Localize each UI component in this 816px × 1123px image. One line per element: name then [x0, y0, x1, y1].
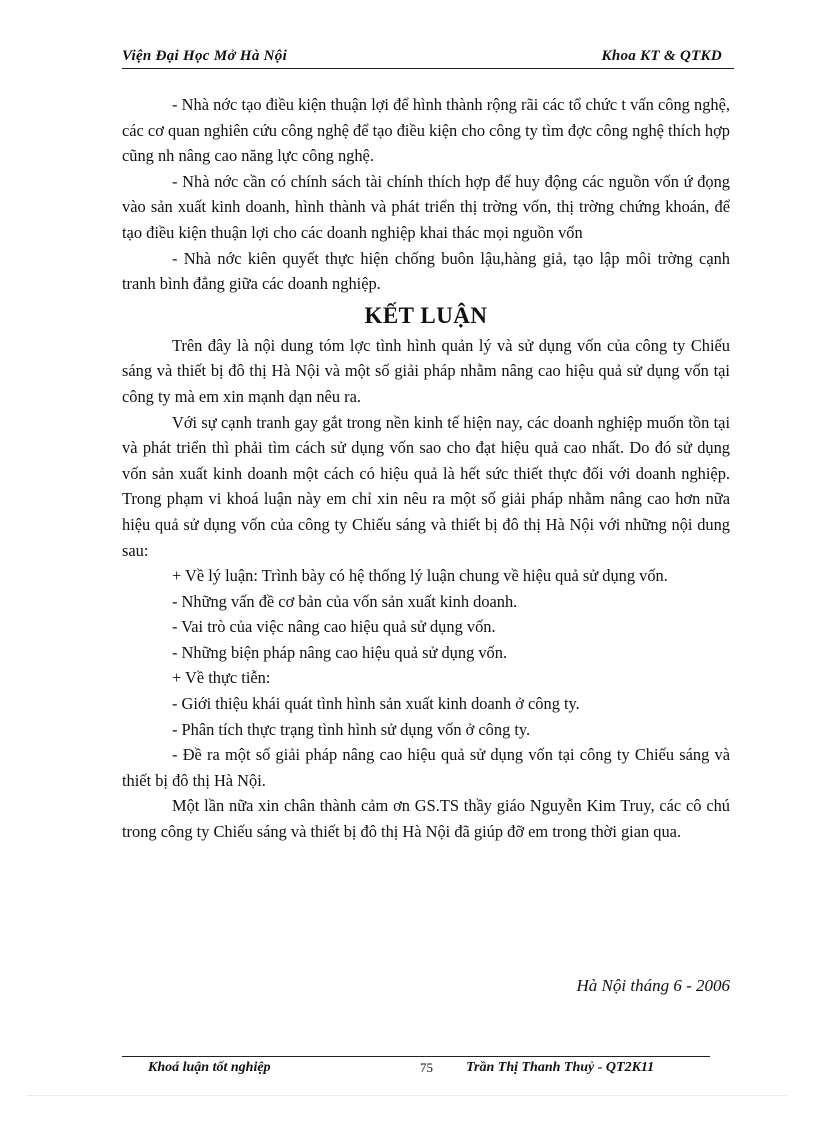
- paragraph: - Nhà nớc tạo điều kiện thuận lợi để hình thành rộng rãi các tổ chức t vấn công nghệ, các cơ quan nghiên cứu công nghệ để tạo điều kiện cho công ty tìm đợc công nghệ thích hợp cũng nh nâng cao năng lực công nghệ.: [122, 95, 730, 166]
- paragraph: - Nhà nớc kiên quyết thực hiện chống buôn lậu,hàng giả, tạo lập môi trờng cạnh tranh bình đẳng giữa các doanh nghiệp.: [122, 248, 730, 294]
- page-header: [122, 48, 734, 69]
- header-institute: Viện Đại Học Mở Hà Nội: [122, 48, 288, 64]
- footer-thesis-label: Khoá luận tốt nghiệp: [148, 1060, 271, 1075]
- header-faculty: Khoa KT & QTKD: [601, 48, 722, 64]
- list-item: - Những vấn đề cơ bản của vốn sản xuất kinh doanh.: [172, 591, 518, 611]
- list-item: - Phân tích thực trạng tình hình sử dụng vốn ở công ty.: [172, 719, 531, 739]
- paragraph: + Về thực tiễn:: [172, 668, 271, 688]
- paragraph: - Nhà nớc cần có chính sách tài chính thích hợp để huy động các nguồn vốn ứ đọng vào sản xuất kinh doanh, hình thành và phát triển thị trờng vốn, thị trờng chứng khoán, để tạo điều kiện thuận lợi cho các doanh nghiệp khai thác mọi nguồn vốn: [122, 171, 730, 242]
- footer-divider: [122, 1056, 710, 1057]
- sign-date: Hà Nội tháng 6 - 2006: [576, 976, 730, 995]
- paragraph: Trên đây là nội dung tóm lợc tình hình quản lý và sử dụng vốn của công ty Chiếu sáng và thiết bị đô thị Hà Nội và một số giải pháp nhằm nâng cao hiệu quả sử dụng vốn tại công ty mà em xin mạnh dạn nêu ra.: [122, 335, 730, 406]
- list-item: - Vai trò của việc nâng cao hiệu quả sử dụng vốn.: [172, 617, 496, 637]
- page-footer: [122, 1060, 722, 1080]
- page-edge-divider: [28, 1095, 788, 1096]
- paragraph: Một lần nữa xin chân thành cảm ơn GS.TS thầy giáo Nguyễn Kim Truy, các cô chú trong công ty Chiếu sáng và thiết bị đô thị Hà Nội đã giúp đỡ em trong thời gian qua.: [122, 796, 730, 842]
- list-item: - Đề ra một số giải pháp nâng cao hiệu quả sử dụng vốn tại công ty Chiếu sáng và thiết bị đô thị Hà Nội.: [122, 745, 730, 790]
- list-item: - Những biện pháp nâng cao hiệu quả sử dụng vốn.: [172, 642, 508, 662]
- page-number: 75: [420, 1060, 433, 1075]
- list-item: - Giới thiệu khái quát tình hình sản xuất kinh doanh ở công ty.: [172, 694, 580, 714]
- section-title: KẾT LUẬN: [364, 302, 488, 328]
- paragraph: Với sự cạnh tranh gay gắt trong nền kinh tế hiện nay, các doanh nghiệp muốn tồn tại và phát triển thì phải tìm cách sử dụng vốn sao cho đạt hiệu quả cao nhất. Do đó sử dụng vốn sản xuất kinh doanh một cách có hiệu quả là hết sức thiết thực đối với doanh nghiệp. Trong phạm vi khoá luận này em chỉ xin nêu ra một số giải pháp nhằm nâng cao hơn nữa hiệu quả sử dụng vốn của công ty Chiếu sáng và thiết bị đô thị Hà Nội với những nội dung sau:: [122, 412, 730, 560]
- page-body: [122, 92, 730, 845]
- footer-author: Trần Thị Thanh Thuỷ - QT2K11: [466, 1060, 655, 1075]
- paragraph: + Về lý luận: Trình bày có hệ thống lý luận chung về hiệu quả sử dụng vốn.: [172, 566, 668, 586]
